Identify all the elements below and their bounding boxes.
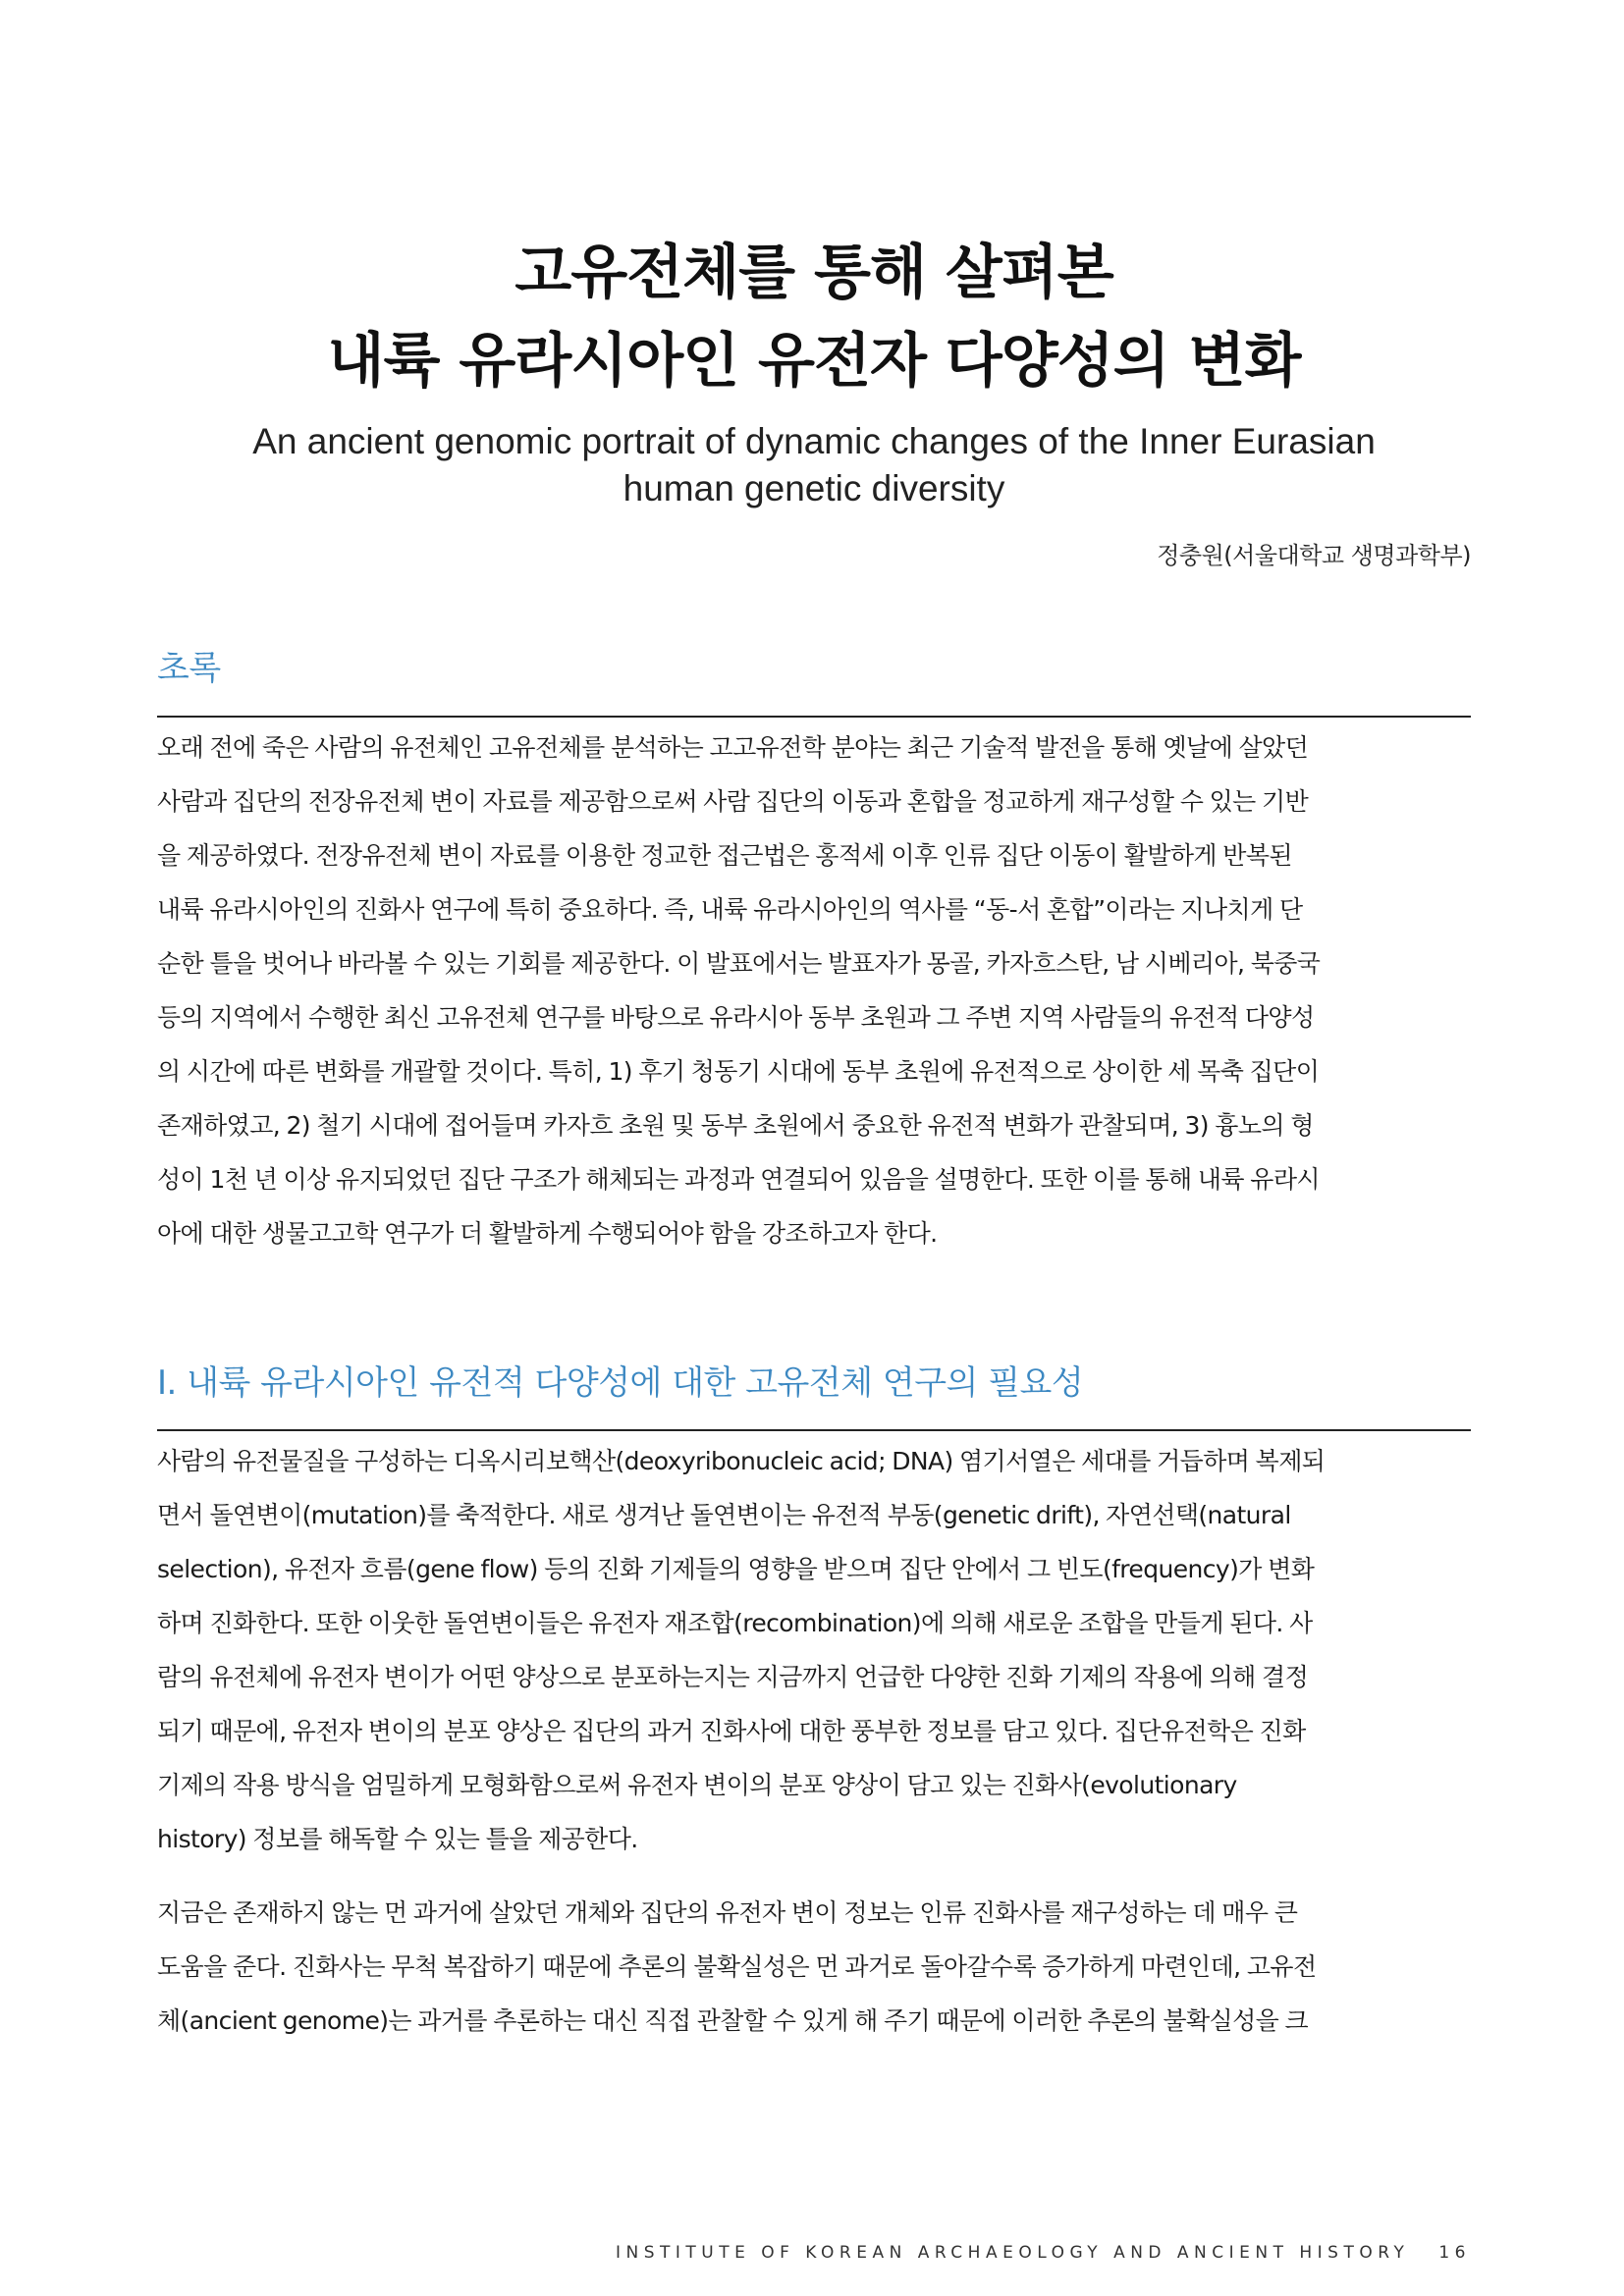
abstract-line: 내륙 유라시아인의 진화사 연구에 특히 중요하다. 즉, 내륙 유라시아인의 역사를 “동-서 혼합”이라는 지나치게 단 — [157, 895, 1303, 924]
abstract-line: 등의 지역에서 수행한 최신 고유전체 연구를 바탕으로 유라시아 동부 초원과 그 주변 지역 사람들의 유전적 다양성 — [157, 1003, 1315, 1032]
abstract-line: 아에 대한 생물고고학 연구가 더 활발하게 수행되어야 함을 강조하고자 한다. — [157, 1219, 938, 1248]
body-line: 람의 유전체에 유전자 변이가 어떤 양상으로 분포하는지는 지금까지 언급한 다양한 진화 기제의 작용에 의해 결정 — [157, 1663, 1309, 1691]
body-line: 기제의 작용 방식을 엄밀하게 모형화함으로써 유전자 변이의 분포 양상이 담고 있는 진화사(evolutionary — [157, 1771, 1237, 1799]
paper-page — [157, 0, 1471, 2296]
page-footer — [157, 2241, 1471, 2265]
body-line: 되기 때문에, 유전자 변이의 분포 양상은 집단의 과거 진화사에 대한 풍부한 정보를 담고 있다. 집단유전학은 진화 — [157, 1717, 1306, 1745]
abstract-line: 을 제공하였다. 전장유전체 변이 자료를 이용한 정교한 접근법은 홍적세 이후 인류 집단 이동이 활발하게 반복된 — [157, 841, 1292, 870]
body-line: 하며 진화한다. 또한 이웃한 돌연변이들은 유전자 재조합(recombination)에 의해 새로운 조합을 만들게 된다. 사 — [157, 1609, 1313, 1637]
abstract-line: 순한 틀을 벗어나 바라볼 수 있는 기회를 제공한다. 이 발표에서는 발표자가 몽골, 카자흐스탄, 남 시베리아, 북중국 — [157, 949, 1321, 978]
body-line: 체(ancient genome)는 과거를 추론하는 대신 직접 관찰할 수 있게 해 주기 때문에 이러한 추론의 불확실성을 크 — [157, 2006, 1309, 2035]
title-english-line-2: human genetic diversity — [623, 468, 1005, 508]
body-line: 면서 돌연변이(mutation)를 축적한다. 새로 생겨난 돌연변이는 유전적 부동(genetic drift), 자연선택(natural — [157, 1501, 1291, 1529]
body-line: history) 정보를 해독할 수 있는 틀을 제공한다. — [157, 1825, 638, 1853]
abstract-line: 성이 1천 년 이상 유지되었던 집단 구조가 해체되는 과정과 연결되어 있음을 설명한다. 또한 이를 통해 내륙 유라시 — [157, 1165, 1320, 1194]
body-line: 사람의 유전물질을 구성하는 디옥시리보핵산(deoxyribonucleic acid; DNA) 염기서열은 세대를 거듭하며 복제되 — [157, 1447, 1326, 1475]
abstract-line: 사람과 집단의 전장유전체 변이 자료를 제공함으로써 사람 집단의 이동과 혼합을 정교하게 재구성할 수 있는 기반 — [157, 787, 1309, 816]
page-number: 16 — [1438, 2243, 1471, 2263]
body-line: 도움을 준다. 진화사는 무척 복잡하기 때문에 추론의 불확실성은 먼 과거로 돌아갈수록 증가하게 마련인데, 고유전 — [157, 1952, 1317, 1981]
abstract-rule — [157, 716, 1471, 718]
section-1-heading: I. 내륙 유라시아인 유전적 다양성에 대한 고유전체 연구의 필요성 — [157, 1363, 1084, 1403]
abstract-line: 의 시간에 따른 변화를 개괄할 것이다. 특히, 1) 후기 청동기 시대에 동부 초원에 유전적으로 상이한 세 목축 집단이 — [157, 1057, 1320, 1086]
abstract-heading: 초록 — [157, 649, 221, 688]
title-english-line-1: An ancient genomic portrait of dynamic changes of the Inner Eurasian — [252, 421, 1376, 461]
abstract-line: 존재하였고, 2) 철기 시대에 접어들며 카자흐 초원 및 동부 초원에서 중요한 유전적 변화가 관찰되며, 3) 흉노의 형 — [157, 1111, 1314, 1140]
footer-institute: INSTITUTE OF KOREAN ARCHAEOLOGY AND ANCIENT HISTORY — [615, 2243, 1410, 2263]
section-1-rule — [157, 1429, 1471, 1431]
author-affiliation: 정충원(서울대학교 생명과학부) — [1157, 542, 1471, 569]
abstract-line: 오래 전에 죽은 사람의 유전체인 고유전체를 분석하는 고고유전학 분야는 최근 기술적 발전을 통해 옛날에 살았던 — [157, 733, 1309, 762]
body-line: 지금은 존재하지 않는 먼 과거에 살았던 개체와 집단의 유전자 변이 정보는 인류 진화사를 재구성하는 데 매우 큰 — [157, 1898, 1298, 1927]
body-line: selection), 유전자 흐름(gene flow) 등의 진화 기제들의 영향을 받으며 집단 안에서 그 빈도(frequency)가 변화 — [157, 1555, 1315, 1583]
title-korean-line-1: 고유전체를 통해 살펴본 — [514, 239, 1113, 307]
title-korean-line-2: 내륙 유라시아인 유전자 다양성의 변화 — [327, 327, 1301, 396]
